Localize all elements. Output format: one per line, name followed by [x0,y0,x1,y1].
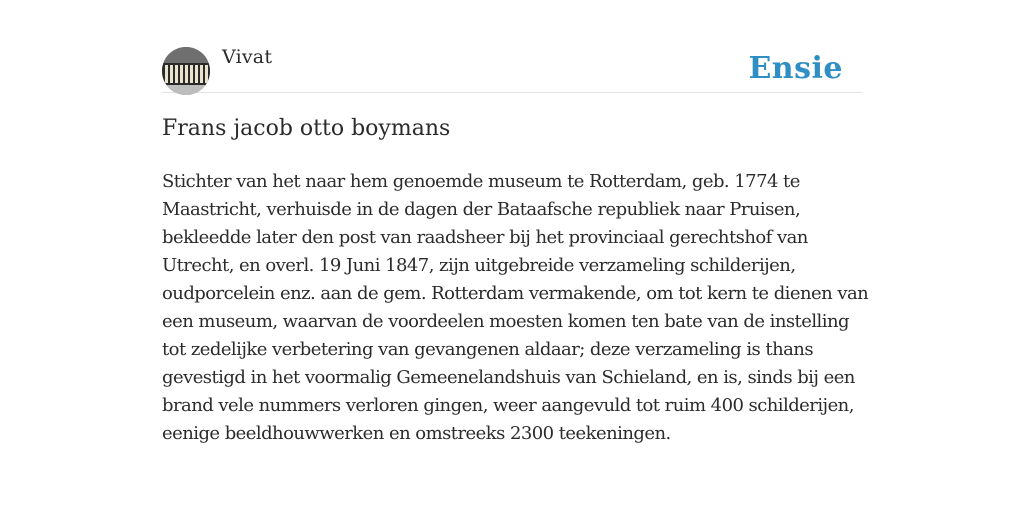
header [162,46,862,93]
body-line: brand vele nummers verloren gingen, weer aangevuld tot ruim 400 schilderijen, [162,395,854,416]
body-line: bekleedde later den post van raadsheer bij het provinciaal gerechtshof van [162,227,808,248]
site-logo[interactable]: Ensie [748,51,843,86]
body-line: tot zedelijke verbetering van gevangenen aldaar; deze verzameling is thans [162,339,814,360]
avatar-image [162,47,210,95]
author-name[interactable]: Vivat [222,46,273,68]
body-line: oudporcelein enz. aan de gem. Rotterdam vermakende, om tot kern te dienen van [162,283,869,304]
article-body [162,168,868,448]
body-line: een museum, waarvan de voordeelen moesten komen ten bate van de instelling [162,311,849,332]
body-line: eenige beeldhouwwerken en omstreeks 2300 teekeningen. [162,423,671,444]
article-title: Frans jacob otto boymans [162,116,451,141]
avatar[interactable] [162,47,210,95]
body-line: Stichter van het naar hem genoemde museum te Rotterdam, geb. 1774 te [162,171,800,192]
body-line: Maastricht, verhuisde in de dagen der Bataafsche republiek naar Pruisen, [162,199,801,220]
body-line: Utrecht, en overl. 19 Juni 1847, zijn uitgebreide verzameling schilderijen, [162,255,796,276]
body-line: gevestigd in het voormalig Gemeenelandshuis van Schieland, en is, sinds bij een [162,367,855,388]
